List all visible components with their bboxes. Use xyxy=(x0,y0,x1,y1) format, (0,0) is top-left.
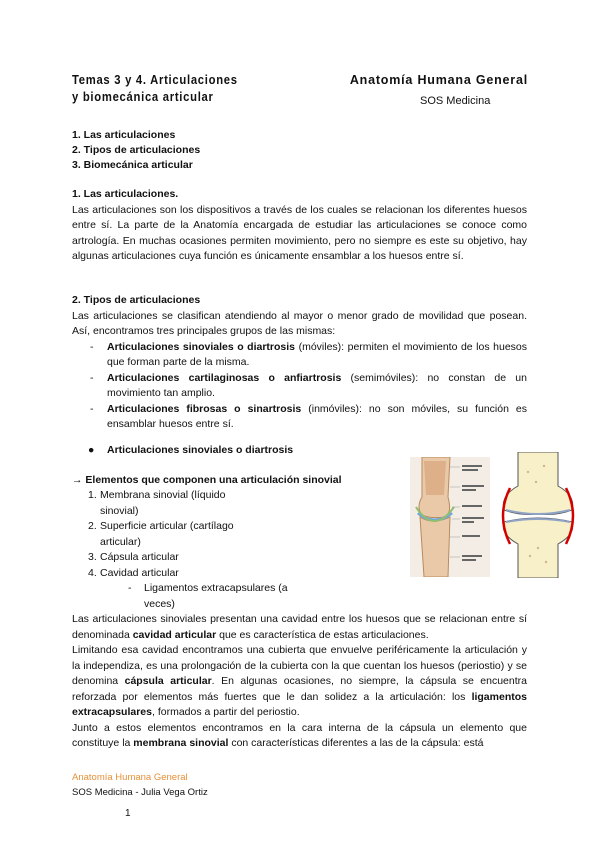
synovial-description xyxy=(72,612,527,752)
section-2-intro: Las articulaciones se clasifican atendiendo al mayor o menor grado de movilidad que posean. Así, encontramos tres principales grupos de las mismas: xyxy=(72,309,527,337)
synovial-joint-diagram xyxy=(496,452,580,578)
source-label: SOS Medicina xyxy=(420,95,491,107)
elements-heading: → Elementos que componen una articulación sinovial xyxy=(72,474,342,486)
page-footer xyxy=(72,770,208,800)
list-item: - Articulaciones sinoviales o diartrosis (móviles): permiten el movimiento de los huesos que forman parte de la misma. xyxy=(72,340,527,371)
footer-subject: Anatomía Humana General xyxy=(72,772,188,783)
toc-item: 1. Las articulaciones xyxy=(72,129,176,141)
subject-title: Anatomía Humana General xyxy=(349,73,528,87)
section-1-heading: 1. Las articulaciones. xyxy=(72,188,179,200)
joint-types-list xyxy=(72,340,527,433)
list-item: - Articulaciones cartilaginosas o anfiartrosis (semimóviles): no constan de un movimiento tan amplio. xyxy=(72,371,527,402)
page-number: 1 xyxy=(125,808,131,819)
toc-item: 2. Tipos de articulaciones xyxy=(72,144,201,156)
synovial-elements-list xyxy=(72,488,302,612)
paragraph: Junto a estos elementos encontramos en la cara interna de la cápsula un elemento que constituye la membrana sinovial con características diferentes a las de la cápsula: está xyxy=(72,721,527,749)
sub-list-item: - Ligamentos extracapsulares (a veces) xyxy=(72,581,302,612)
section-2-heading: 2. Tipos de articulaciones xyxy=(72,294,201,306)
list-item: - Articulaciones fibrosas o sinartrosis (inmóviles): no son móviles, su función es ensamblar huesos entre sí. xyxy=(72,402,527,433)
bullet-item: ● Articulaciones sinoviales o diartrosis xyxy=(88,443,294,456)
paragraph: Las articulaciones sinoviales presentan una cavidad entre los huesos que se relacionan entre sí denominada cavidad articular que es característica de estas articulaciones. xyxy=(72,613,527,641)
paragraph: Limitando esa cavidad encontramos una cubierta que envuelve periféricamente la articulación y la independiza, es una prolongación de la cubierta con la que cuentan los huesos (periostio) y se denomina cápsula articular. En algunas ocasiones, no siempre, la cápsula se encuentra reforzada por elementos más fuertes que le dan solidez a la articulación: los ligamentos extracapsulares, formados a partir del periostio. xyxy=(72,644,527,718)
title-line-2: y biomecánica articular xyxy=(72,90,214,104)
list-item: 4. Cavidad articular xyxy=(88,566,179,579)
list-item: 1. Membrana sinovial (líquido sinovial) xyxy=(88,489,226,517)
list-item: 2. Superficie articular (cartílago articular) xyxy=(88,520,234,548)
title-line-1: Temas 3 y 4. Articulaciones xyxy=(72,73,238,87)
footer-author: SOS Medicina - Julia Vega Ortiz xyxy=(72,787,208,798)
section-1 xyxy=(72,187,527,265)
list-item: 3. Cápsula articular xyxy=(88,551,179,563)
section-2 xyxy=(72,293,527,458)
knee-anatomy-illustration xyxy=(410,457,490,577)
document-title xyxy=(72,72,238,106)
table-of-contents xyxy=(72,128,200,173)
toc-item: 3. Biomecánica articular xyxy=(72,159,193,171)
section-1-text: Las articulaciones son los dispositivos a través de los cuales se relacionan los diferentes huesos entre sí. La parte de la Anatomía encargada de estudiar las articulaciones se conoce como artrología. En muchas ocasiones permiten movimiento, pero no siempre es este su objetivo, hay algunas articulaciones cuya función es únicamente ensamblar a los huesos entre sí. xyxy=(72,203,527,262)
